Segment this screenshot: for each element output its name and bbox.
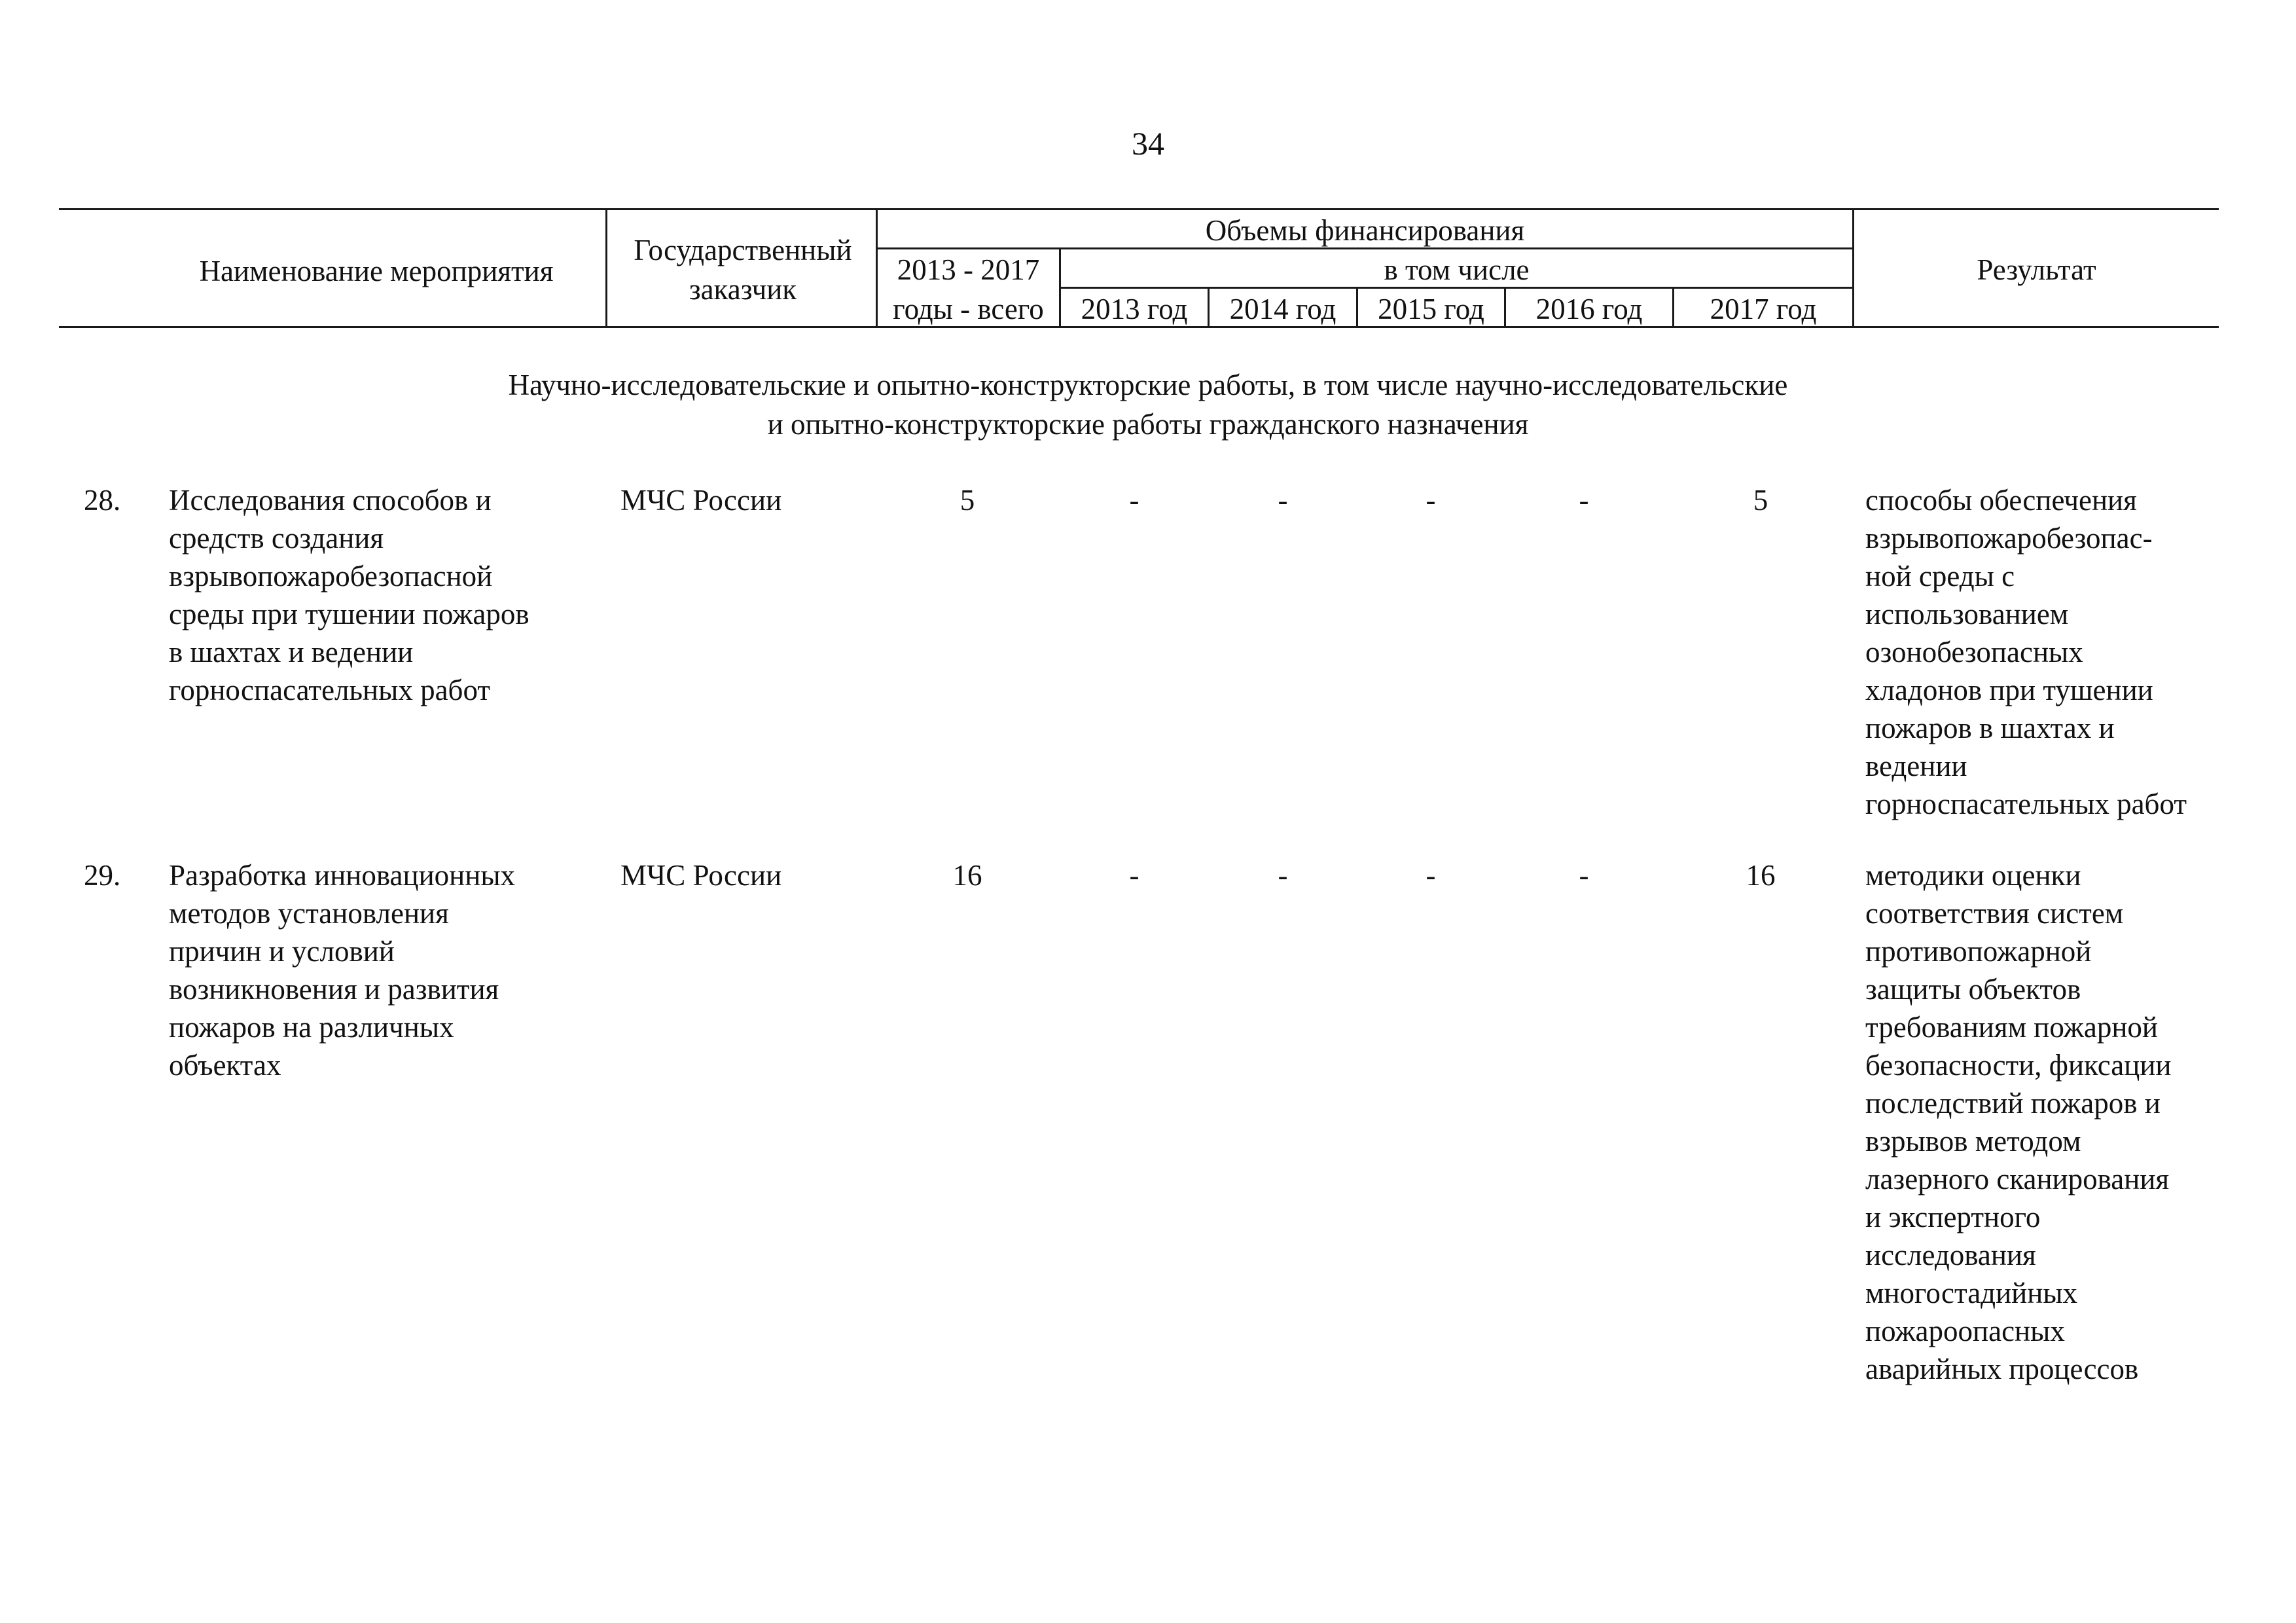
row-2013: - — [1129, 859, 1139, 892]
header-total-line1: 2013 - 2017 — [897, 253, 1040, 286]
name-line: среды при тушении пожаров — [169, 598, 529, 630]
row-2017: 16 — [1746, 859, 1776, 892]
result-line: использованием — [1865, 598, 2069, 630]
result-line: аварийных процессов — [1865, 1353, 2139, 1385]
section-title-line2: и опытно-конструкторские работы гражданского назначения — [767, 408, 1529, 441]
result-line: способы обеспечения — [1865, 484, 2137, 517]
page-number: 34 — [1132, 125, 1164, 162]
result-line: горноспасательных работ — [1865, 788, 2187, 820]
result-line: пожароопасных — [1865, 1315, 2065, 1347]
name-line: Разработка инновационных — [169, 859, 516, 892]
result-line: пожаров в шахтах и — [1865, 712, 2115, 744]
result-line: озонобезопасных — [1865, 636, 2083, 668]
header-year-2015: 2015 год — [1378, 293, 1484, 325]
result-line: ведении — [1865, 750, 1967, 782]
header-rule-3 — [1059, 287, 1852, 289]
row-result — [1865, 481, 2258, 823]
name-line: взрывопожаробезопасной — [169, 560, 493, 593]
result-line: ной среды с — [1865, 560, 2015, 593]
result-line: защиты объектов — [1865, 973, 2081, 1006]
section-title — [0, 365, 2296, 444]
row-total: 16 — [952, 859, 982, 892]
header-rule-2 — [876, 247, 1852, 249]
row-2014: - — [1278, 484, 1288, 517]
row-result — [1865, 856, 2258, 1388]
row-2013: - — [1129, 484, 1139, 517]
header-name: Наименование мероприятия — [199, 255, 554, 287]
row-activity-name — [169, 856, 588, 1084]
name-line: средств создания — [169, 522, 384, 555]
section-title-line1: Научно-исследовательские и опытно-конструкторские работы, в том числе научно-исследовательские — [508, 369, 1788, 401]
result-line: лазерного сканирования — [1865, 1163, 2170, 1195]
name-line: в шахтах и ведении — [169, 636, 414, 668]
row-2014: - — [1278, 859, 1288, 892]
header-customer-line1: Государственный — [634, 234, 852, 266]
result-line: взрывов методом — [1865, 1125, 2081, 1158]
row-total: 5 — [960, 484, 975, 517]
result-line: последствий пожаров и — [1865, 1087, 2161, 1120]
result-line: методики оценки — [1865, 859, 2081, 892]
result-line: взрывопожаробезопас- — [1865, 522, 2153, 555]
row-2015: - — [1426, 859, 1436, 892]
name-line: методов установления — [169, 897, 449, 930]
header-including: в том числе — [1384, 253, 1530, 286]
row-number: 28. — [84, 484, 121, 517]
result-line: многостадийных — [1865, 1277, 2078, 1309]
row-2016: - — [1579, 859, 1589, 892]
header-year-2014: 2014 год — [1229, 293, 1336, 325]
row-2015: - — [1426, 484, 1436, 517]
result-line: и экспертного — [1865, 1201, 2041, 1233]
result-line: соответствия систем — [1865, 897, 2124, 930]
name-line: пожаров на различных — [169, 1011, 454, 1044]
row-activity-name — [169, 481, 588, 709]
result-line: исследования — [1865, 1239, 2036, 1271]
header-bottom-rule — [59, 326, 2219, 328]
header-customer-line2: заказчик — [689, 273, 797, 306]
row-customer: МЧС России — [620, 484, 782, 517]
header-year-2017: 2017 год — [1710, 293, 1817, 325]
header-total-line2: годы - всего — [893, 293, 1044, 325]
row-number: 29. — [84, 859, 121, 892]
name-line: возникновения и развития — [169, 973, 499, 1006]
header-result: Результат — [1977, 253, 2096, 286]
row-2016: - — [1579, 484, 1589, 517]
name-line: горноспасательных работ — [169, 674, 491, 706]
result-line: требованиям пожарной — [1865, 1011, 2158, 1044]
row-2017: 5 — [1753, 484, 1768, 517]
header-funding-title: Объемы финансирования — [1205, 214, 1525, 247]
name-line: Исследования способов и — [169, 484, 492, 517]
result-line: противопожарной — [1865, 935, 2092, 968]
result-line: безопасности, фиксации — [1865, 1049, 2172, 1082]
name-line: объектах — [169, 1049, 281, 1082]
name-line: причин и условий — [169, 935, 395, 968]
header-top-rule — [59, 208, 2219, 210]
row-customer: МЧС России — [620, 859, 782, 892]
header-year-2016: 2016 год — [1535, 293, 1643, 325]
result-line: хладонов при тушении — [1865, 674, 2153, 706]
header-divider-1 — [605, 208, 607, 328]
header-year-2013: 2013 год — [1081, 293, 1188, 325]
